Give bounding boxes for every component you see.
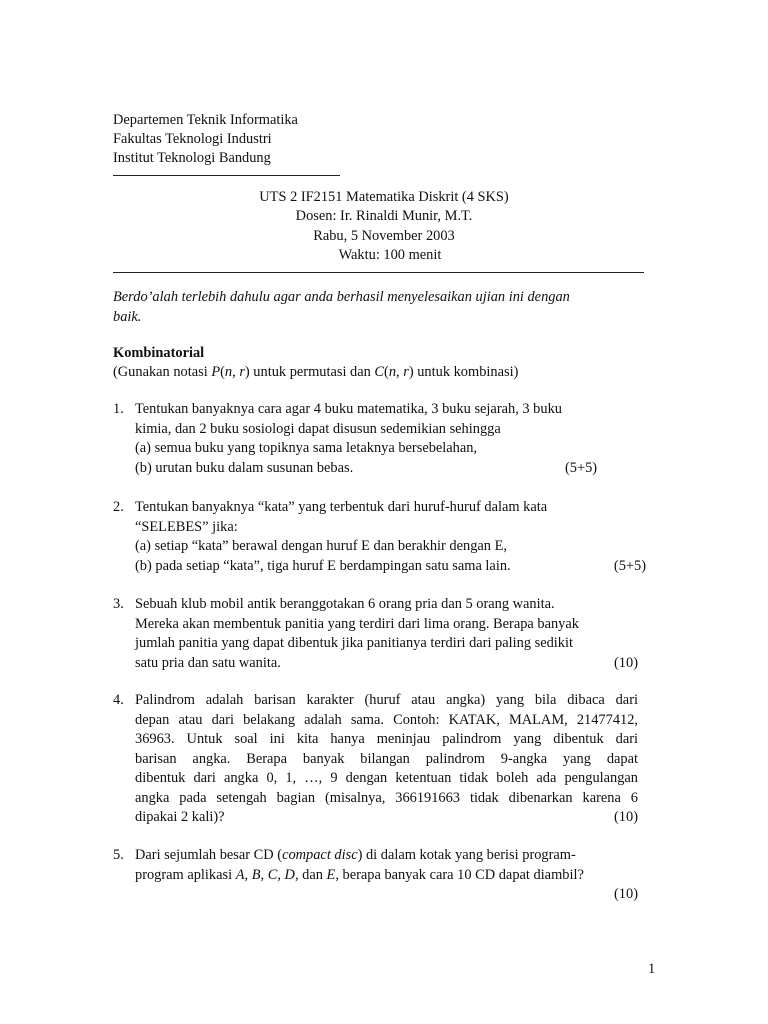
question-line: barisan angka. Berapa banyak bilangan palindrom 9-angka yang dapat bbox=[135, 750, 638, 767]
question-5 bbox=[113, 846, 638, 906]
intro-line-1: Berdo’alah terlebih dahulu agar anda berhasil menyelesaikan ujian ini dengan bbox=[113, 289, 570, 305]
question-line: depan atau dari belakang adalah sama. Contoh: KATAK, MALAM, 21477412, bbox=[135, 711, 638, 728]
question-line: Sebuah klub mobil antik beranggotakan 6 orang pria dan 5 orang wanita. bbox=[135, 596, 555, 612]
question-line: (b) urutan buku dalam susunan bebas. (5+5) bbox=[135, 459, 638, 479]
question-line: program aplikasi A, B, C, D, dan E, berapa banyak cara 10 CD dapat diambil? bbox=[135, 866, 584, 883]
question-2 bbox=[113, 498, 646, 578]
question-line bbox=[135, 885, 638, 905]
header-divider bbox=[113, 175, 340, 176]
question-points: (10) bbox=[614, 886, 638, 902]
exam-duration: Waktu: 100 menit bbox=[338, 247, 442, 263]
question-line: Palindrom adalah barisan karakter (huruf atau angka) yang bila dibaca dari bbox=[135, 692, 638, 708]
question-points: (5+5) bbox=[565, 459, 598, 476]
question-line: angka pada setengah bagian (misalnya, 366191663 tidak dibenarkan karena 6 bbox=[135, 789, 638, 806]
section-title: Kombinatorial bbox=[113, 345, 205, 361]
department-name: Departemen Teknik Informatika bbox=[113, 112, 298, 128]
question-number: 2. bbox=[113, 499, 124, 515]
question-line: satu pria dan satu wanita. (10) bbox=[135, 654, 638, 674]
question-points: (10) bbox=[614, 809, 638, 825]
question-line: Tentukan banyaknya “kata” yang terbentuk dari huruf-huruf dalam kata bbox=[135, 499, 548, 515]
question-3 bbox=[113, 595, 638, 675]
question-line: (a) setiap “kata” berawal dengan huruf E dan berakhir dengan E, bbox=[135, 538, 507, 554]
question-number: 4. bbox=[113, 692, 124, 708]
question-points: (10) bbox=[614, 654, 638, 671]
question-line: “SELEBES” jika: bbox=[135, 518, 238, 535]
question-4 bbox=[113, 691, 638, 831]
question-line: jumlah panitia yang dapat dibentuk jika panitianya terdiri dari paling sedikit bbox=[135, 635, 573, 651]
faculty-name: Fakultas Teknologi Industri bbox=[113, 131, 272, 147]
question-line: 36963. Untuk soal ini kita hanya meninjau palindrom yang dibentuk dari bbox=[135, 731, 638, 747]
question-line: Tentukan banyaknya cara agar 4 buku matematika, 3 buku sejarah, 3 buku bbox=[135, 401, 562, 417]
exam-lecturer: Dosen: Ir. Rinaldi Munir, M.T. bbox=[295, 208, 473, 224]
question-1 bbox=[113, 400, 638, 480]
institute-name: Institut Teknologi Bandung bbox=[113, 150, 271, 166]
page-number: 1 bbox=[648, 961, 656, 977]
question-line: kimia, dan 2 buku sosiologi dapat disusun sedemikian sehingga bbox=[135, 420, 501, 437]
question-line: dipakai 2 kali)? (10) bbox=[135, 808, 638, 828]
question-line: (b) pada setiap “kata”, tiga huruf E berdampingan satu sama lain. (5+5) bbox=[135, 557, 638, 577]
exam-date: Rabu, 5 November 2003 bbox=[313, 228, 455, 244]
exam-info-divider bbox=[113, 272, 644, 273]
question-line: dibentuk dari angka 0, 1, …, 9 dengan ketentuan tidak boleh ada pengulangan bbox=[135, 770, 638, 786]
exam-title: UTS 2 IF2151 Matematika Diskrit (4 SKS) bbox=[259, 189, 509, 205]
question-line: Dari sejumlah besar CD (compact disc) di dalam kotak yang berisi program- bbox=[135, 847, 576, 863]
intro-text bbox=[113, 287, 643, 327]
question-line: (a) semua buku yang topiknya sama letaknya bersebelahan, bbox=[135, 440, 478, 456]
question-number: 3. bbox=[113, 596, 124, 612]
question-line: Mereka akan membentuk panitia yang terdiri dari lima orang. Berapa banyak bbox=[135, 615, 579, 632]
question-points: (5+5) bbox=[613, 557, 646, 574]
section-note: (Gunakan notasi P(n, r) untuk permutasi dan C(n, r) untuk kombinasi) bbox=[113, 364, 519, 380]
intro-line-2: baik. bbox=[113, 309, 142, 325]
question-number: 1. bbox=[113, 401, 124, 417]
question-number: 5. bbox=[113, 847, 124, 863]
